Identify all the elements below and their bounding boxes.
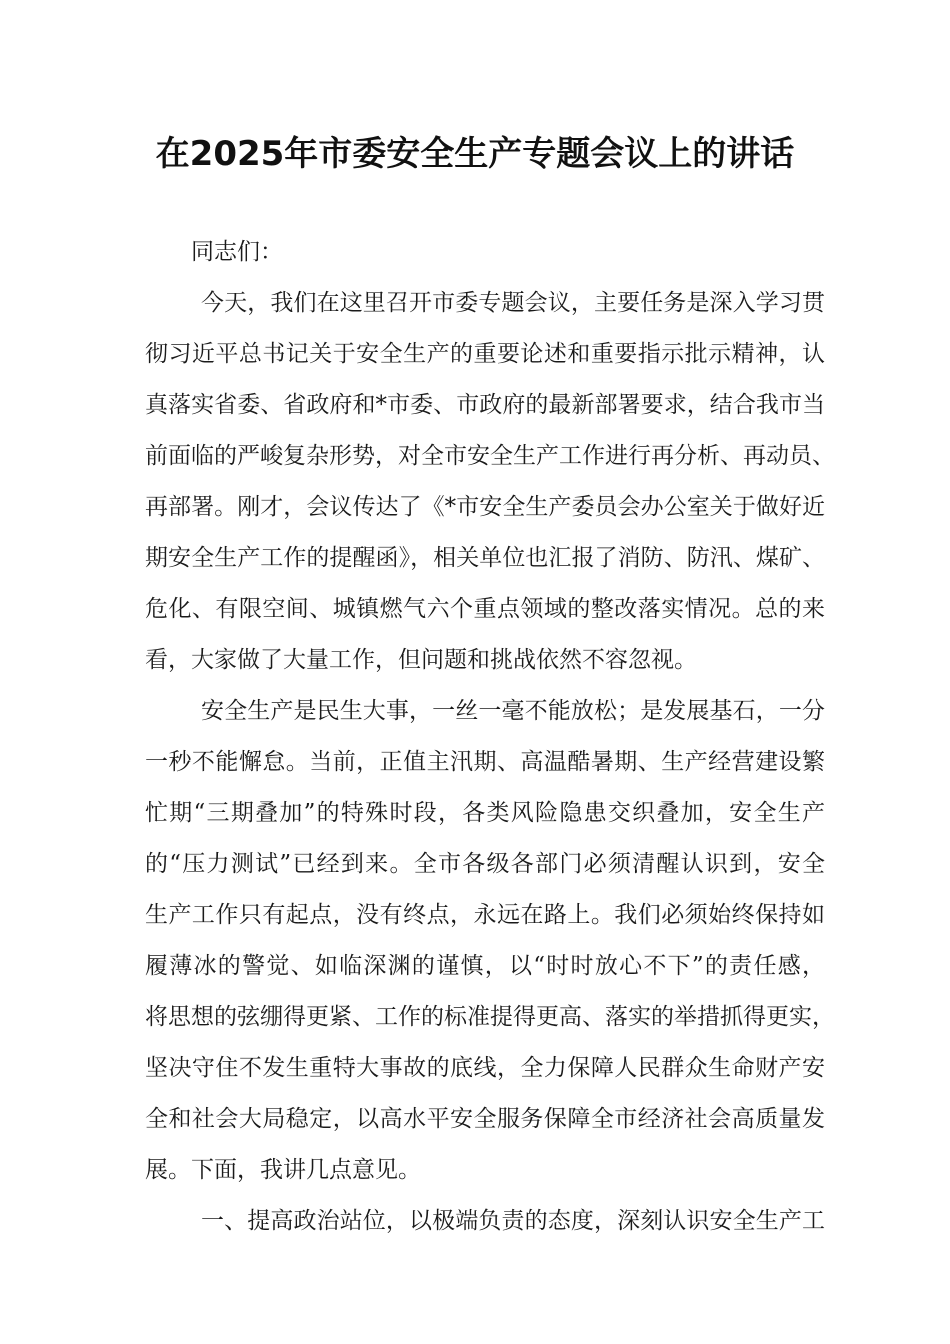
- section-1-heading-line-1: 一、提高政治站位，以极端负责的态度，深刻认识安全生产工: [201, 1208, 825, 1234]
- paragraph-2-line-2: 一秒不能懈怠。当前，正值主汛期、高温酷暑期、生产经营建设繁: [145, 749, 825, 775]
- paragraph-2-line-4: 的“压力测试”已经到来。全市各级各部门必须清醒认识到，安全: [145, 851, 825, 877]
- paragraph-2-line-6: 履薄冰的警觉、如临深渊的谨慎，以“时时放心不下”的责任感，: [145, 953, 825, 979]
- paragraph-2-line-3: 忙期“三期叠加”的特殊时段，各类风险隐患交织叠加，安全生产: [145, 800, 825, 826]
- document-title: 在2025年市委安全生产专题会议上的讲话: [155, 134, 795, 174]
- paragraph-1-line-3: 真落实省委、省政府和*市委、市政府的最新部署要求，结合我市当: [145, 392, 825, 418]
- paragraph-1-line-6: 期安全生产工作的提醒函》，相关单位也汇报了消防、防汛、煤矿、: [145, 545, 825, 571]
- paragraph-1-line-1: 今天，我们在这里召开市委专题会议，主要任务是深入学习贯: [201, 290, 825, 316]
- paragraph-2-line-1: 安全生产是民生大事，一丝一毫不能放松；是发展基石，一分: [201, 698, 825, 724]
- salutation: 同志们：: [191, 239, 283, 265]
- paragraph-1-line-4: 前面临的严峻复杂形势，对全市安全生产工作进行再分析、再动员、: [145, 443, 835, 469]
- paragraph-2-line-9: 全和社会大局稳定，以高水平安全服务保障全市经济社会高质量发: [145, 1106, 825, 1132]
- paragraph-1-line-8: 看，大家做了大量工作，但问题和挑战依然不容忽视。: [145, 647, 697, 673]
- paragraph-2-line-5: 生产工作只有起点，没有终点，永远在路上。我们必须始终保持如: [145, 902, 825, 928]
- paragraph-2-line-7: 将思想的弦绷得更紧、工作的标准提得更高、落实的举措抓得更实，: [145, 1004, 835, 1030]
- paragraph-2-line-10: 展。下面，我讲几点意见。: [145, 1157, 421, 1183]
- paragraph-1-line-2: 彻习近平总书记关于安全生产的重要论述和重要指示批示精神，认: [145, 341, 825, 367]
- paragraph-2-line-8: 坚决守住不发生重特大事故的底线，全力保障人民群众生命财产安: [145, 1055, 825, 1081]
- paragraph-1-line-7: 危化、有限空间、城镇燃气六个重点领域的整改落实情况。总的来: [145, 596, 825, 622]
- paragraph-1-line-5: 再部署。刚才，会议传达了《*市安全生产委员会办公室关于做好近: [145, 494, 825, 520]
